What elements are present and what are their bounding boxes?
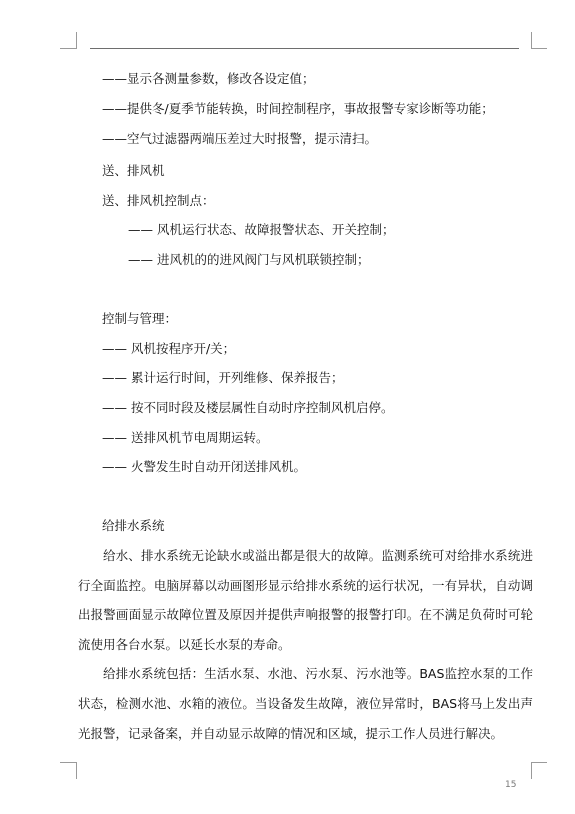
body-text <box>78 541 533 748</box>
crop-mark-top-left <box>60 48 76 49</box>
section-heading: 送、排风机 <box>102 163 165 178</box>
crop-mark-top-left <box>76 32 77 49</box>
section-heading: 给排水系统 <box>102 518 165 533</box>
header-rule <box>90 48 519 49</box>
crop-mark-bottom-left <box>76 762 77 779</box>
text-line: —— 送排风机节电周期运转。 <box>102 430 269 445</box>
crop-mark-top-right <box>531 48 547 49</box>
crop-mark-bottom-right <box>531 762 532 779</box>
text-line: —— 风机按程序开/关； <box>102 341 236 356</box>
crop-mark-bottom-right <box>531 762 547 763</box>
paragraph: 给水、排水系统无论缺水或溢出都是很大的故障。监测系统可对给排水系统进行全面监控。电脑屏幕以动画图形显示给排水系统的运行状况，一有异状，自动调出报警画面显示故障位置及原因并提供声响报警的报警打印。在不满足负荷时可轮流使用各台水泵。以延长水泵的寿命。 <box>78 548 533 652</box>
text-line: —— 累计运行时间，开列维修、保养报告； <box>102 370 344 385</box>
text-line: —— 风机运行状态、故障报警状态、开关控制； <box>128 222 395 237</box>
text-line: —— 按不同时段及楼层属性自动时序控制风机启停。 <box>102 400 394 415</box>
text-line: —— 火警发生时自动开闭送排风机。 <box>102 459 306 474</box>
paragraph: 给排水系统包括：生活水泵、水池、污水泵、污水池等。BAS监控水泵的工作状态，检测水池、水箱的液位。当设备发生故障，液位异常时，BAS将马上发出声光报警，记录备案，并自动显示故障的情况和区域，提示工作人员进行解决。 <box>78 666 533 741</box>
crop-mark-bottom-left <box>60 762 76 763</box>
text-line: ——显示各测量参数，修改各设定值； <box>102 71 315 86</box>
crop-mark-top-right <box>531 32 532 49</box>
text-line: —— 进风机的的进风阀门与风机联锁控制； <box>128 252 370 267</box>
text-line: ——提供冬/夏季节能转换，时间控制程序，事故报警专家诊断等功能； <box>102 101 494 116</box>
text-line: 送、排风机控制点： <box>102 193 215 208</box>
text-line: ——空气过滤器两端压差过大时报警，提示清扫。 <box>102 131 378 146</box>
section-heading: 控制与管理： <box>102 311 178 326</box>
page-number: 15 <box>505 780 517 790</box>
